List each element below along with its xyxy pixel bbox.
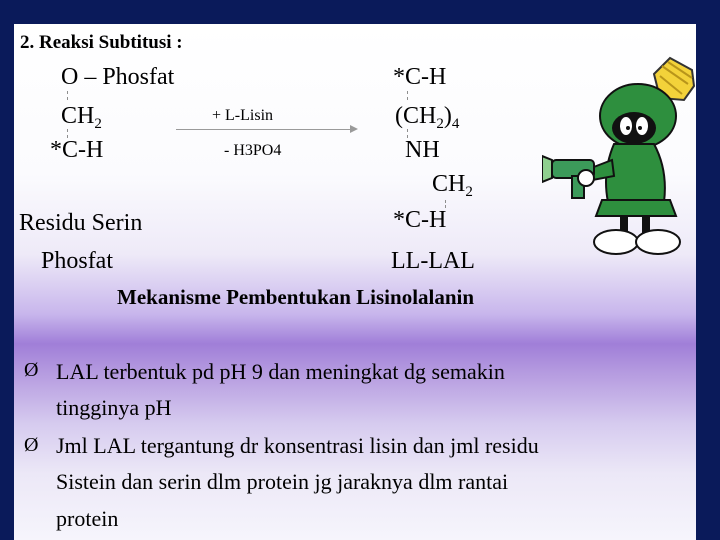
bullet-arrow-icon: Ø <box>24 434 39 456</box>
residue-label-line2: Phosfat <box>41 248 113 274</box>
figure-caption: Mekanisme Pembentukan Lisinolalanin <box>117 285 475 309</box>
left-structure-line1: O – Phosfat <box>61 64 175 90</box>
left-structure-line3: *C-H <box>50 137 104 163</box>
right-structure-line3: NH <box>405 137 440 163</box>
bullet-2-line1: Jml LAL tergantung dr konsentrasi lisin dan jml residu <box>56 433 539 458</box>
bullet-1-line1: LAL terbentuk pd pH 9 dan meningkat dg semakin <box>56 359 505 384</box>
product-label: LL-LAL <box>391 248 475 274</box>
right-structure-line1: *C-H <box>393 64 447 90</box>
bullet-1-line2: tingginya pH <box>56 395 172 420</box>
byproduct-label: - H3PO4 <box>224 142 282 159</box>
section-heading: 2. Reaksi Subtitusi : <box>20 32 183 53</box>
bond-line <box>407 91 408 100</box>
residue-label-line1: Residu Serin <box>19 210 143 236</box>
reaction-arrow <box>176 129 356 130</box>
cartoon-character-illustration <box>542 52 710 260</box>
right-structure-line2: $(CH_2)_4$ <box>395 103 460 132</box>
bullet-2-line2: Sistein dan serin dlm protein jg jaraknya dlm rantai <box>56 469 509 494</box>
left-structure-line2: $CH_2$ <box>61 103 102 132</box>
right-structure-line5: *C-H <box>393 207 447 233</box>
bond-line <box>67 91 68 100</box>
bullet-arrow-icon: Ø <box>24 359 39 381</box>
bullet-2-line3: protein <box>56 506 119 531</box>
reagent-label: + L-Lisin <box>212 107 274 124</box>
right-structure-line4: $CH_2$ <box>432 171 473 200</box>
